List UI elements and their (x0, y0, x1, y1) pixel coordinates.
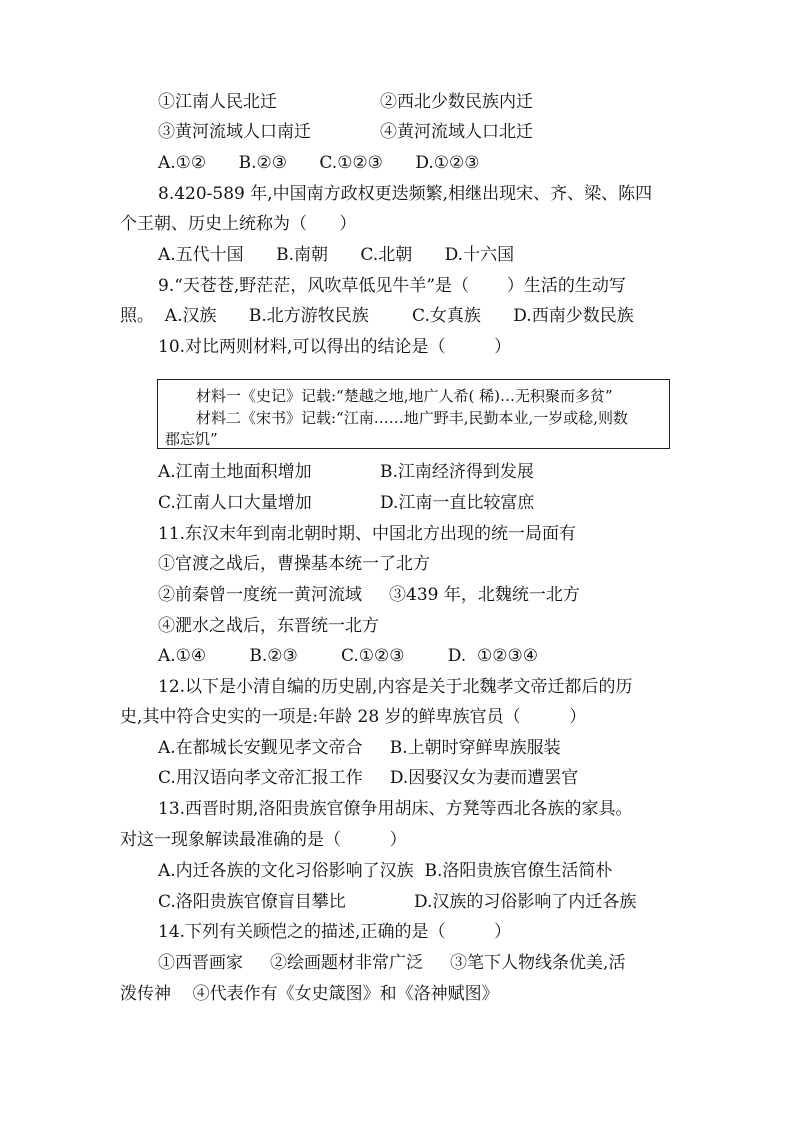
q12-options-cd: C.用汉语向孝文帝汇报工作 D.因娶汉女为妻而遭罢官 (158, 768, 579, 788)
q10-stem: 10.对比两则材料,可以得出的结论是（ ） (158, 337, 512, 357)
q11-item-1: ①官渡之战后，曹操基本统一了北方 (158, 554, 430, 574)
q11-item-4: ④淝水之战后，东晋统一北方 (158, 616, 379, 636)
q10-material-2-cont: 郡忘饥” (165, 430, 218, 448)
q13-option-c: C.洛阳贵族官僚盲目攀比 (158, 892, 346, 912)
q10-option-a: A.江南土地面积增加 (158, 462, 312, 482)
q13-stem-line1: 13.西晋时期,洛阳贵族官僚争用胡床、方凳等西北各族的家具。 (158, 799, 633, 819)
q9-stem-line2: 照。 A.汉族 B.北方游牧民族 C.女真族 D.西南少数民族 (120, 306, 634, 326)
q7-option-3: ③黄河流域人口南迁 (158, 122, 311, 142)
q10-material-2: 材料二《宋书》记载:“江南……地广野丰,民勤本业,一岁或稔,则数 (196, 409, 629, 427)
q8-stem-line1: 8.420-589 年,中国南方政权更迭频繁,相继出现宋、齐、梁、陈四 (158, 184, 653, 204)
q10-material-1: 材料一《史记》记载:“楚越之地,地广人希( 稀)…无积聚而多贫” (196, 387, 613, 405)
q7-option-4: ④黄河流域人口北迁 (380, 122, 533, 142)
q8-choices: A.五代十国 B.南朝 C.北朝 D.十六国 (158, 245, 515, 265)
q13-option-d: D.汉族的习俗影响了内迁各族 (414, 892, 637, 912)
q8-stem-line2: 个王朝、历史上统称为（ ） (120, 214, 357, 234)
q13-options-ab: A.内迁各族的文化习俗影响了汉族 B.洛阳贵族官僚生活简朴 (158, 861, 613, 881)
q10-option-c: C.江南人口大量增加 (158, 493, 312, 513)
q7-option-2: ②西北少数民族内迁 (380, 92, 533, 112)
q14-items-line1: ①西晋画家 ②绘画题材非常广泛 ③笔下人物线条优美,活 (158, 953, 626, 973)
q11-choices: A.①④ B.②③ C.①②③ D. ①②③④ (158, 646, 538, 666)
q7-choices: A.①② B.②③ C.①②③ D.①②③ (158, 153, 480, 173)
q10-option-d: D.江南一直比较富庶 (380, 493, 535, 513)
q13-stem-line2: 对这一现象解读最准确的是（ ） (120, 830, 407, 850)
q11-items-2-3: ②前秦曾一度统一黄河流域 ③439 年，北魏统一北方 (158, 585, 580, 605)
q7-option-1: ①江南人民北迁 (158, 92, 277, 112)
q14-items-line2: 泼传神 ④代表作有《女史箴图》和《洛神赋图》 (120, 984, 499, 1004)
q12-stem-line2: 史,其中符合史实的一项是:年龄 28 岁的鲜卑族官员（ ） (120, 707, 587, 727)
q11-stem: 11.东汉末年到南北朝时期、中国北方出现的统一局面有 (158, 524, 577, 544)
q12-stem-line1: 12.以下是小清自编的历史剧,内容是关于北魏孝文帝迁都后的历 (158, 677, 633, 697)
q9-stem-line1: 9.“天苍苍,野茫茫，风吹草低见牛羊”是（ ）生活的生动写 (158, 276, 626, 296)
q10-option-b: B.江南经济得到发展 (380, 462, 534, 482)
q14-stem: 14.下列有关顾恺之的描述,正确的是（ ） (158, 922, 512, 942)
q12-options-ab: A.在都城长安觐见孝文帝合 B.上朝时穿鲜卑族服装 (158, 738, 561, 758)
